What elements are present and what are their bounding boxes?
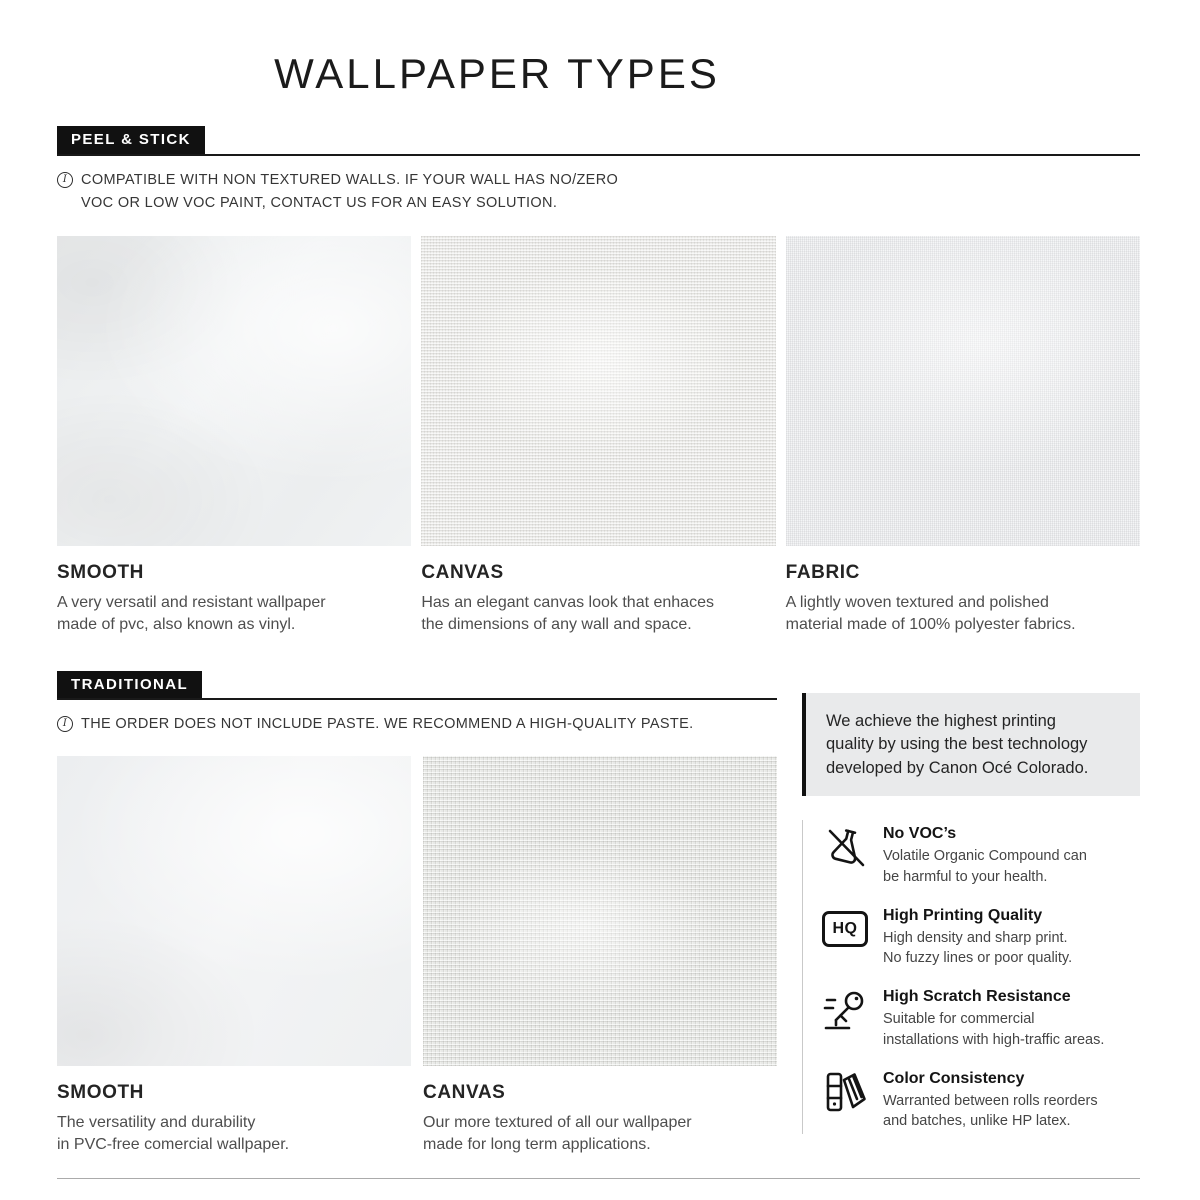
desc-line: made for long term applications.: [423, 1135, 651, 1153]
desc-line: the dimensions of any wall and space.: [421, 615, 692, 633]
feature-description: [883, 846, 1140, 887]
feature-title: Color Consistency: [883, 1069, 1025, 1087]
quote-line: quality by using the best technology: [826, 735, 1088, 754]
key-scratch-icon: [822, 987, 870, 1050]
swatch-description: [421, 592, 775, 635]
hq-icon: [822, 906, 870, 969]
traditional-section: [57, 671, 777, 1155]
desc-line: No fuzzy lines or poor quality.: [883, 950, 1073, 967]
feature-color-consistency: [822, 1069, 1140, 1132]
swatch-description: [57, 1112, 411, 1155]
page-title: WALLPAPER TYPES: [274, 50, 720, 97]
traditional-badge: TRADITIONAL: [57, 671, 202, 699]
swatch-description: [423, 1112, 777, 1155]
swatch-name: CANVAS: [421, 562, 504, 584]
feature-high-printing-quality: [822, 906, 1140, 969]
desc-line: be harmful to your health.: [883, 868, 1048, 885]
section-header-peel-stick: [57, 126, 1140, 156]
quality-aside: [802, 671, 1140, 1155]
swatch-name: FABRIC: [785, 562, 860, 584]
feature-title: High Scratch Resistance: [883, 988, 1071, 1006]
canvas-texture-sample: [423, 756, 777, 1066]
desc-line: A lightly woven textured and polished: [785, 594, 1049, 612]
desc-line: installations with high-traffic areas.: [883, 1031, 1105, 1048]
note-line: VOC OR LOW VOC PAINT, CONTACT US FOR AN EASY SOLUTION.: [81, 194, 558, 211]
feature-description: [883, 928, 1140, 969]
fabric-texture-sample: [786, 236, 1140, 546]
desc-line: A very versatil and resistant wallpaper: [57, 594, 326, 612]
peel-stick-badge: PEEL & STICK: [57, 126, 205, 154]
swatch-name: SMOOTH: [57, 562, 144, 584]
swatch-name: CANVAS: [423, 1082, 506, 1104]
canvas-texture-sample: [421, 236, 775, 546]
desc-line: Suitable for commercial: [883, 1011, 1035, 1028]
swatch-description: [57, 592, 411, 635]
desc-line: in PVC-free comercial wallpaper.: [57, 1135, 290, 1153]
desc-line: made of pvc, also known as vinyl.: [57, 615, 296, 633]
traditional-swatch-row: [57, 756, 777, 1155]
desc-line: material made of 100% polyester fabrics.: [785, 615, 1076, 633]
swatch-card-smooth: [57, 756, 411, 1155]
swatch-description: [786, 592, 1140, 635]
swatch-card-smooth: [57, 236, 411, 635]
info-icon: I: [57, 172, 73, 188]
bottom-divider: [57, 1178, 1140, 1179]
desc-line: Volatile Organic Compound can: [883, 848, 1087, 865]
color-swatchbook-icon: [822, 1069, 870, 1132]
feature-list: [802, 820, 1140, 1133]
peel-stick-swatch-row: [57, 236, 1140, 635]
feature-title: No VOC’s: [883, 825, 957, 843]
swatch-card-canvas: [421, 236, 775, 635]
feature-high-scratch-resistance: [822, 987, 1140, 1050]
note-line: COMPATIBLE WITH NON TEXTURED WALLS. IF YOUR WALL HAS NO/ZERO: [81, 171, 619, 188]
quote-line: developed by Canon Océ Colorado.: [826, 758, 1089, 777]
desc-line: High density and sharp print.: [883, 929, 1068, 946]
feature-no-vocs: [822, 824, 1140, 887]
hq-icon-label: HQ: [822, 911, 868, 947]
note-line: THE ORDER DOES NOT INCLUDE PASTE. WE RECOMMEND A HIGH-QUALITY PASTE.: [81, 716, 694, 733]
no-voc-icon: [822, 824, 870, 887]
desc-line: The versatility and durability: [57, 1114, 256, 1132]
info-icon: I: [57, 716, 73, 732]
swatch-name: SMOOTH: [57, 1082, 144, 1104]
swatch-card-canvas: [423, 756, 777, 1155]
smooth-texture-sample: [57, 756, 411, 1066]
desc-line: Warranted between rolls reorders: [883, 1092, 1098, 1109]
desc-line: and batches, unlike HP latex.: [883, 1113, 1071, 1130]
feature-title: High Printing Quality: [883, 906, 1043, 924]
printing-quality-quote: [802, 693, 1140, 796]
feature-description: [883, 1091, 1140, 1132]
desc-line: Has an elegant canvas look that enhaces: [421, 594, 714, 612]
peel-stick-note: [57, 169, 1140, 215]
traditional-note: [57, 713, 777, 736]
swatch-card-fabric: [786, 236, 1140, 635]
header: [57, 0, 937, 96]
smooth-texture-sample: [57, 236, 411, 546]
section-header-traditional: [57, 671, 777, 701]
feature-description: [883, 1009, 1140, 1050]
quote-line: We achieve the highest printing: [826, 711, 1056, 730]
desc-line: Our more textured of all our wallpaper: [423, 1114, 692, 1132]
